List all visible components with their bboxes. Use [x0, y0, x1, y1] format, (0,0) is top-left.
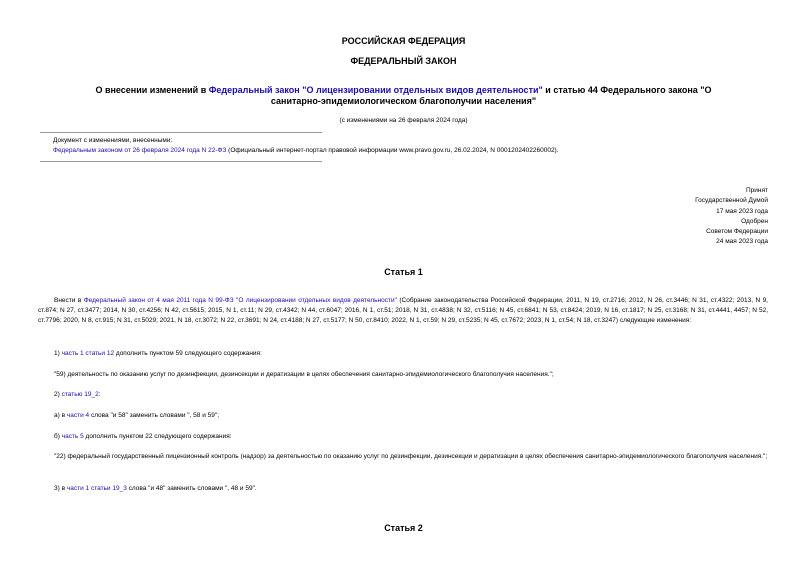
- intro-law-link[interactable]: Федеральный закон от 4 мая 2011 года N 99-ФЗ "О лицензировании отдельных видов деятельности": [83, 297, 397, 304]
- amendment-law-link[interactable]: Федеральным законом от 26 февраля 2024 года N 22-ФЗ: [53, 147, 227, 154]
- document-title: [70, 85, 737, 107]
- amendments-top-rule: [40, 132, 322, 133]
- article-1-heading: Статья 1: [384, 267, 423, 277]
- item-3-text: слова "и 48" заменить словами ", 48 и 59".: [126, 485, 257, 492]
- title-law-link[interactable]: Федеральный закон "О лицензировании отдельных видов деятельности": [208, 85, 543, 95]
- adoption-approved: Одобрен: [741, 217, 768, 225]
- item-2a-prefix: а) в: [54, 412, 67, 419]
- item-3-prefix: 3) в: [54, 485, 67, 492]
- amendments-entry: [53, 146, 559, 156]
- adoption-council-date: 24 мая 2023 года: [716, 238, 768, 246]
- item-2b-text: дополнить пунктом 22 следующего содержания:: [83, 433, 232, 440]
- item-2b-prefix: б): [54, 433, 62, 440]
- item-2a-link[interactable]: части 4: [66, 412, 90, 419]
- item-1-quote: "59) деятельность по оказанию услуг по дезинфекции, дезинсекции и дератизации в целях обеспечения санитарно-эпидемиологического благополучия населения.";: [54, 371, 554, 378]
- item-2a-text: слова "и 58" заменить словами ", 58 и 59";: [89, 412, 220, 419]
- item-3: [54, 484, 257, 494]
- adoption-duma: Государственной Думой: [695, 197, 768, 205]
- adoption-accepted: Принят: [745, 187, 768, 194]
- item-2a: [54, 411, 219, 421]
- intro-prefix: Внести в: [54, 297, 84, 304]
- item-2b-quote: "22) федеральный государственный лицензионный контроль (надзор) за деятельностью по оказанию услуг по дезинфекции, дезинсекции и дератизации в целях обеспечения санитарно-эпидемиологического благополучия населения.";: [54, 453, 768, 460]
- item-1-number: 1): [54, 350, 62, 357]
- item-2-link[interactable]: статью 19_2: [61, 391, 99, 398]
- item-2b: [54, 432, 232, 442]
- adoption-council: Советом Федерации: [706, 228, 768, 236]
- item-2-text: :: [98, 391, 101, 398]
- revision-note: (с изменениями на 26 февраля 2024 года): [339, 117, 468, 124]
- amendment-source: (Официальный интернет-портал правовой информации www.pravo.gov.ru, 26.02.2024, N 0001202402260002).: [226, 147, 559, 154]
- amendments-label: Документ с изменениями, внесенными:: [53, 137, 173, 144]
- intro-rest: (Собрание законодательства Российской Федерации, 2011, N 19, ст.2716; 2012, N 26, ст.3446; N 31, ст.4322; 2013, N 9, ст.874; N 27, ст.3477; 2014, N 30, ст.4256; N 42, ст.5615; 2015, N 1, ст.11; N 29, ст.4342; N 44, ст.6047; 2016, N 1, ст.51; 2018, N 31, ст.4838; N 32, ст.5116; N 45, ст.6841; N 53, ст.8424; 2019, N 16, ст.1817; N 25, ст.3168; N 31, ст.4441, 4457; N 52, ст.7796; 2020, N 8, ст.915; N 31, ст.5029; 2021, N 18, ст.3072; N 22, ст.3691; N 24, ст.4188; N 27, ст.5177; N 50, ст.8410; 2022, N 1, ст.59; N 29, ст.5235; N 45, ст.7672; 2023, N 1, ст.54; N 18, ст.3247) следующие изменения:: [38, 297, 768, 324]
- item-1-text: дополнить пунктом 59 следующего содержания:: [114, 350, 262, 357]
- adoption-block: [695, 186, 768, 248]
- article-2-heading: Статья 2: [384, 523, 423, 533]
- item-3-link[interactable]: части 1 статьи 19_3: [66, 485, 127, 492]
- item-2: [54, 390, 101, 400]
- item-2b-link[interactable]: часть 5: [61, 433, 84, 440]
- country-heading: РОССИЙСКАЯ ФЕДЕРАЦИЯ: [341, 36, 466, 46]
- amendments-bottom-rule: [40, 161, 322, 162]
- item-2-number: 2): [54, 391, 62, 398]
- title-suffix: и статью 44 Федерального закона "О санитарно-эпидемиологическом благополучии населения": [270, 85, 712, 106]
- title-prefix: О внесении изменений в: [95, 85, 209, 95]
- law-type-heading: ФЕДЕРАЛЬНЫЙ ЗАКОН: [350, 56, 457, 66]
- article-1-intro: [38, 296, 768, 326]
- item-1-link[interactable]: часть 1 статьи 12: [61, 350, 115, 357]
- item-1: [54, 349, 262, 359]
- adoption-duma-date: 17 мая 2023 года: [716, 207, 768, 215]
